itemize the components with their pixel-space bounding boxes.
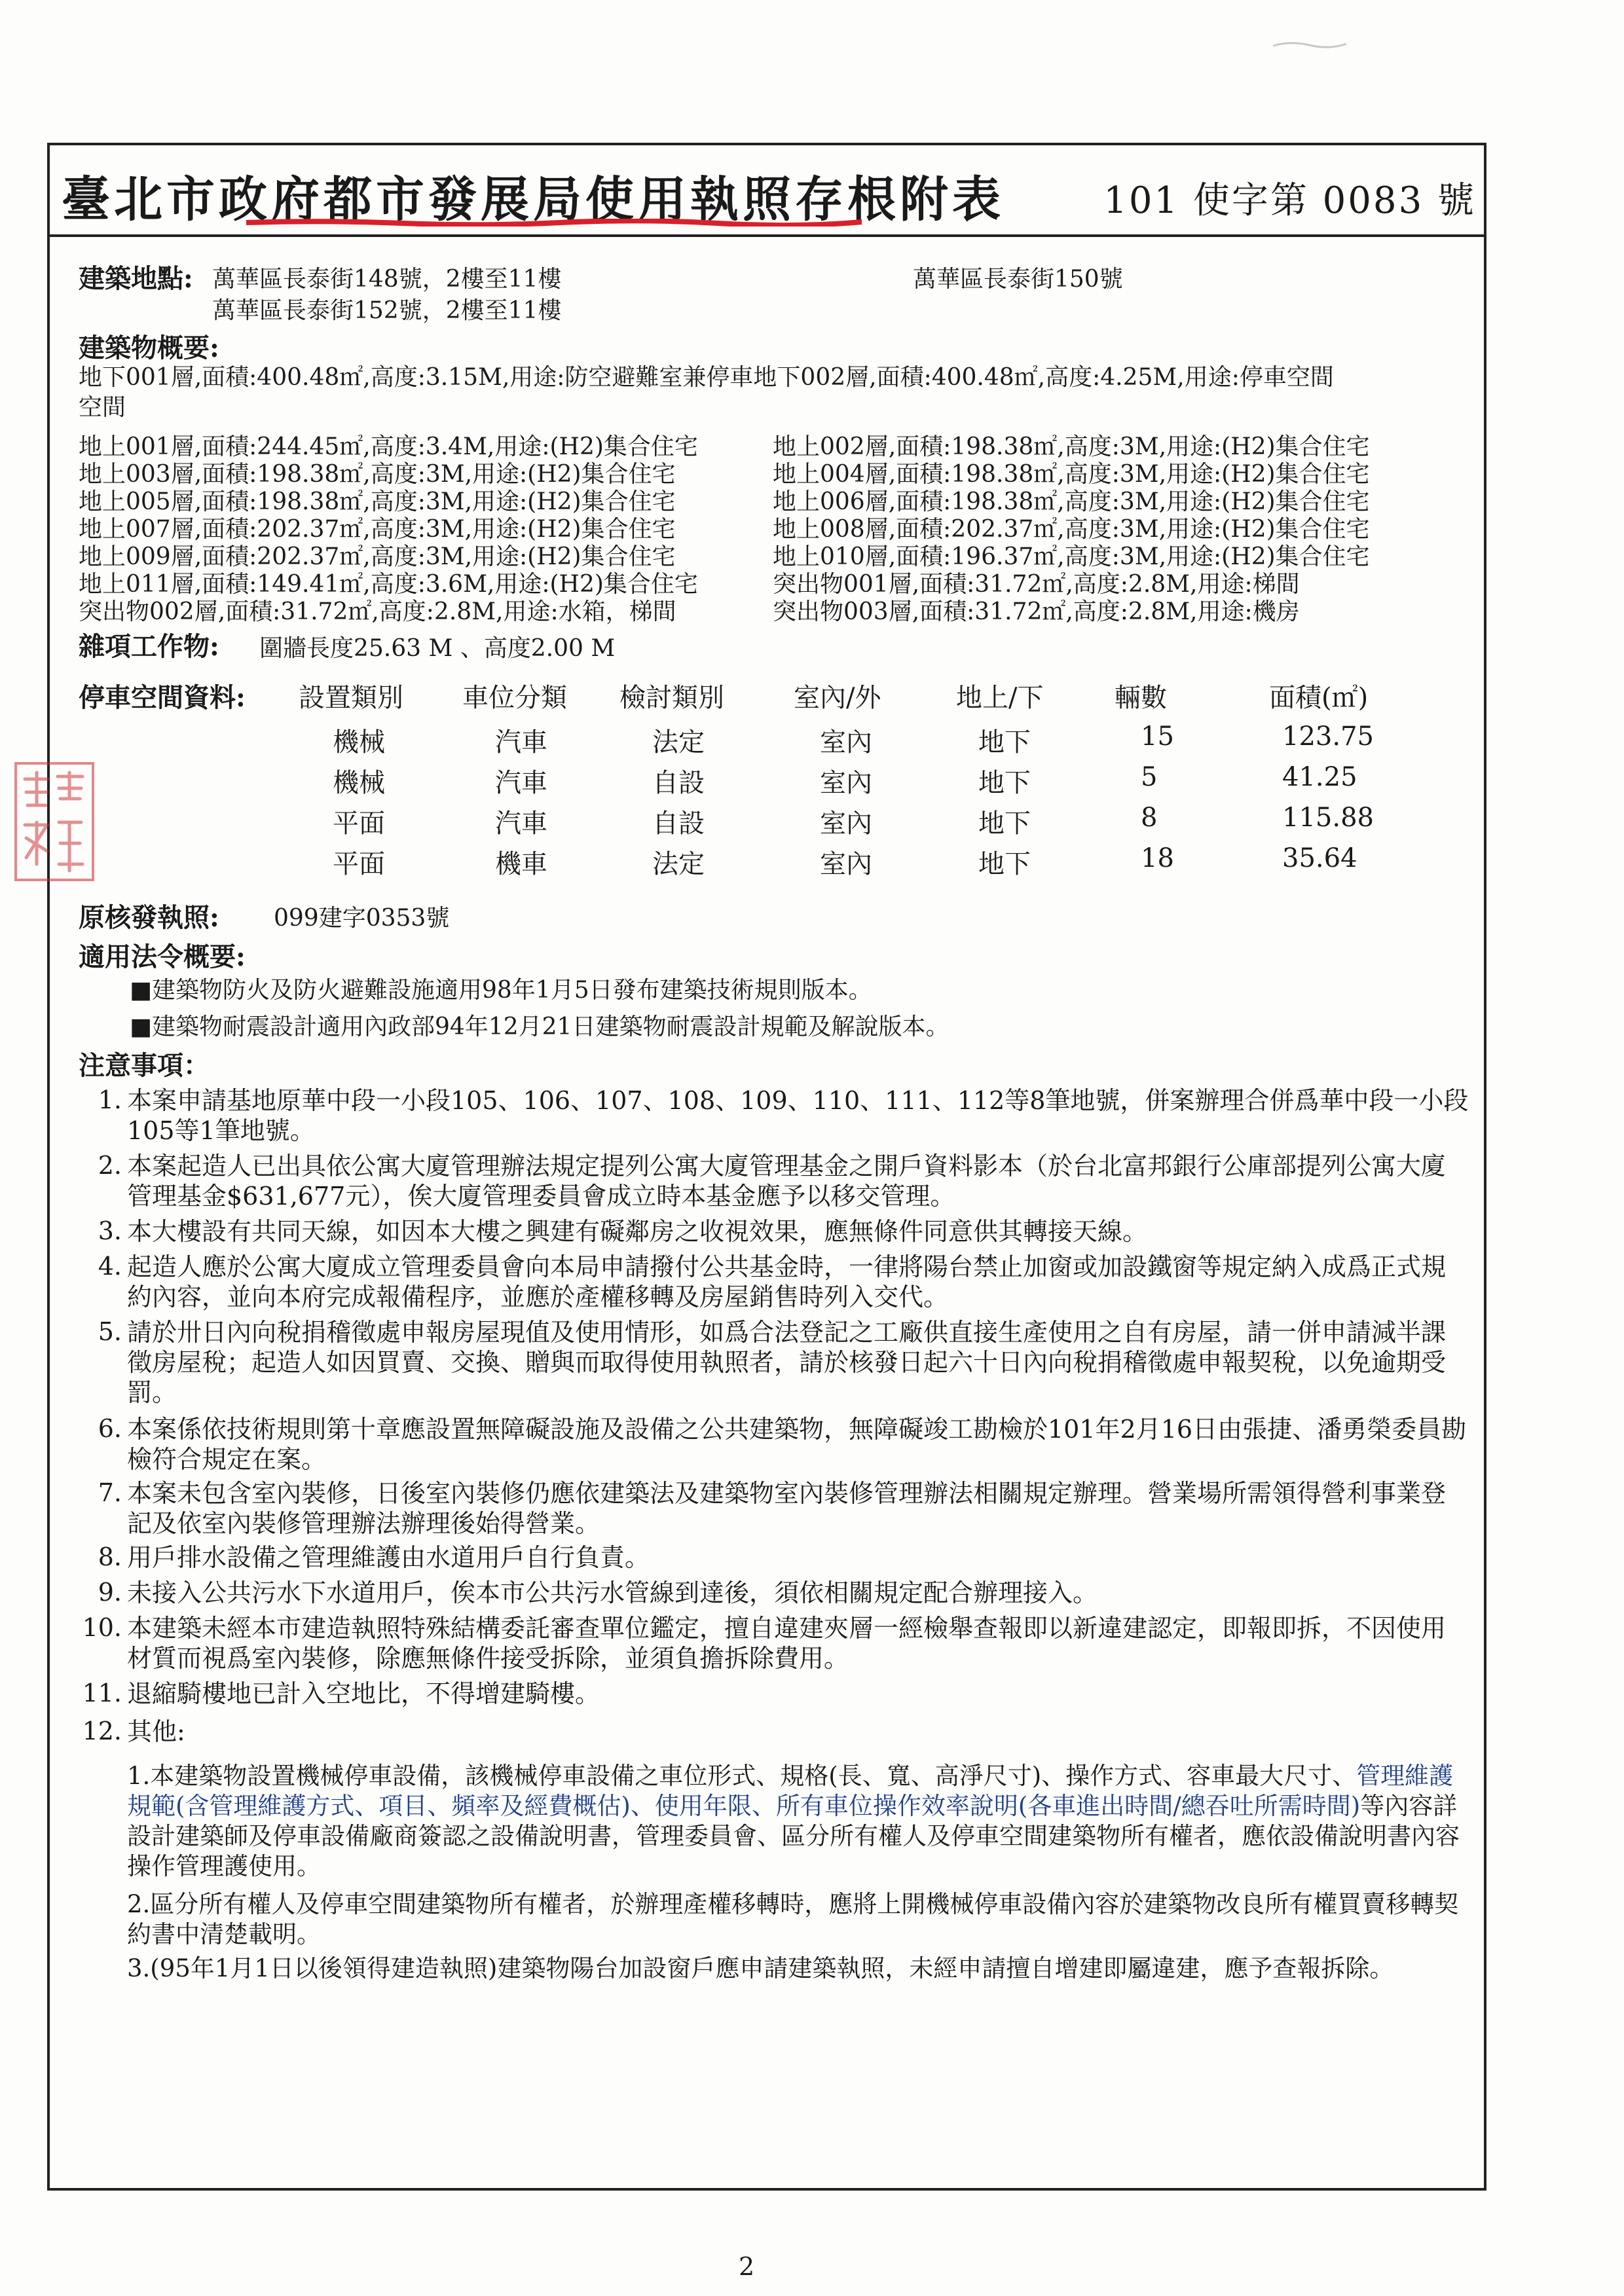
floor-right: 突出物001層,面積:31.72㎡,高度:2.8M,用途:梯間: [773, 571, 1300, 598]
sub-item: [127, 1954, 1476, 1984]
note-text: 起造人應於公寓大廈成立管理委員會向本局申請撥付公共基金時，一律將陽台禁止加窗或加設鐵窗等規定納入成爲正式規約內容，並向本府完成報備程序，並應於產權移轉及房屋銷售時列入交代。: [127, 1252, 1447, 1311]
red-seal-stamp: [12, 759, 97, 884]
parking-cell: 地下: [978, 768, 1031, 798]
sub-item: [127, 1889, 1476, 1950]
parking-cell: 15: [1141, 721, 1174, 752]
floor-right: 地上004層,面積:198.38㎡,高度:3M,用途:(H2)集合住宅: [773, 461, 1370, 488]
parking-cell: 35.64: [1282, 843, 1357, 873]
overview-basement-line-b: 空間: [79, 394, 126, 421]
parking-cell: 地下: [978, 727, 1031, 757]
note-text: 本案未包含室內裝修，日後室內裝修仍應依建築法及建築物室內裝修管理辦法相關規定辦理。營業場所需領得營利事業登記及依室內裝修管理辦法辦理後始得營業。: [127, 1479, 1447, 1538]
parking-cell: 41.25: [1282, 762, 1357, 792]
floor-left: 地上005層,面積:198.38㎡,高度:3M,用途:(H2)集合住宅: [79, 488, 676, 515]
note-text: 用戶排水設備之管理維護由水道用戶自行負責。: [127, 1543, 650, 1572]
floor-left: 突出物002層,面積:31.72㎡,高度:2.8M,用途:水箱，梯間: [79, 598, 676, 625]
note-number: 5.: [98, 1317, 122, 1346]
floor-left: 地上003層,面積:198.38㎡,高度:3M,用途:(H2)集合住宅: [79, 461, 676, 488]
floor-right: 地上010層,面積:196.37㎡,高度:3M,用途:(H2)集合住宅: [773, 543, 1370, 570]
note-number: 9.: [98, 1578, 122, 1607]
parking-label: 停車空間資料:: [79, 682, 246, 713]
header: [50, 145, 1484, 237]
note-number: 4.: [98, 1252, 122, 1281]
regulation-item: ■建築物耐震設計適用內政部94年12月21日建築物耐震設計規範及解說版本。: [130, 1013, 950, 1040]
note-text: 退縮騎樓地已計入空地比，不得增建騎樓。: [127, 1679, 600, 1708]
parking-cell: 5: [1141, 762, 1158, 792]
parking-cell: 汽車: [495, 768, 547, 798]
note-text: 本建築未經本市建造執照特殊結構委託審查單位鑑定，擅自違建夾層一經檢舉查報即以新違建認定，即報即拆，不因使用材質而視爲室內裝修，除應無條件接受拆除，並須負擔拆除費用。: [127, 1614, 1447, 1673]
sub-item-text: 1.本建築物設置機械停車設備，該機械停車設備之車位形式、規格(長、寬、高淨尺寸)、操作方式、容車最大尺寸、: [127, 1762, 1357, 1790]
note-number: 10.: [82, 1613, 122, 1642]
parking-cell: 123.75: [1282, 721, 1374, 752]
note-number: 8.: [98, 1542, 122, 1571]
sub-item: [127, 1761, 1476, 1882]
note-number: 2.: [98, 1151, 122, 1180]
parking-header: 設置類別: [299, 683, 403, 713]
parking-cell: 室內: [820, 809, 872, 839]
floor-left: 地上011層,面積:149.41㎡,高度:3.6M,用途:(H2)集合住宅: [79, 571, 698, 598]
floor-left: 地上007層,面積:202.37㎡,高度:3M,用途:(H2)集合住宅: [79, 516, 676, 543]
parking-cell: 機械: [333, 768, 385, 798]
parking-header: 輛數: [1115, 683, 1167, 713]
page-title: 臺北市政府都市發展局使用執照存根附表: [62, 172, 1005, 228]
overview-basement-line: 地下001層,面積:400.48㎡,高度:3.15M,用途:防空避難室兼停車地下002層,面積:400.48㎡,高度:4.25M,用途:停車空間: [79, 364, 1334, 391]
document-frame: [47, 143, 1486, 2191]
site-line-1: 萬華區長泰街148號，2樓至11樓: [212, 266, 562, 293]
site-line-2: 萬華區長泰街152號，2樓至11樓: [212, 297, 562, 324]
sub-item-text: 2.區分所有權人及停車空間建築物所有權者，於辦理產權移轉時，應將上開機械停車設備內容於建築物改良所有權買賣移轉契約書中清楚載明。: [127, 1890, 1459, 1948]
floor-right: 地上008層,面積:202.37㎡,高度:3M,用途:(H2)集合住宅: [773, 516, 1370, 543]
parking-cell: 18: [1141, 843, 1174, 873]
parking-cell: 自設: [652, 809, 705, 839]
original-license-label: 原核發執照:: [79, 902, 219, 933]
floor-left: 地上001層,面積:244.45㎡,高度:3.4M,用途:(H2)集合住宅: [79, 433, 698, 460]
notes-label: 注意事項：: [79, 1050, 210, 1081]
note-text: 未接入公共污水下水道用戶，俟本市公共污水管線到達後，須依相關規定配合辦理接入。: [127, 1578, 1098, 1607]
parking-cell: 汽車: [495, 727, 547, 757]
parking-cell: 室內: [820, 727, 872, 757]
parking-cell: 平面: [333, 849, 385, 879]
note-text: 請於卅日內向稅捐稽徵處申報房屋現值及使用情形，如爲合法登記之工廠供直接生產使用之自有房屋，請一併申請減半課徵房屋稅；起造人如因買賣、交換、贈與而取得使用執照者，請於核發日起六十日內向稅捐稽徵處申報契稅，以免逾期受罰。: [127, 1318, 1447, 1407]
note-number: 1.: [98, 1085, 122, 1114]
site-line-1b: 萬華區長泰街150號: [913, 266, 1123, 293]
sub-item-text: 等內容詳設計建築師及停車設備廠商簽認之設備說明書，管理委員會、區分所有權人及停車空間建築物所有權者，應依設備說明書內容操作管理護使用。: [127, 1792, 1460, 1880]
parking-cell: 法定: [652, 849, 705, 879]
parking-cell: 平面: [333, 809, 385, 839]
parking-cell: 115.88: [1282, 803, 1374, 833]
parking-cell: 地下: [978, 849, 1031, 879]
original-license-value: 099建字0353號: [274, 905, 450, 932]
floor-right: 突出物003層,面積:31.72㎡,高度:2.8M,用途:機房: [773, 598, 1300, 625]
note-text: 本案起造人已出具依公寓大廈管理辦法規定提列公寓大廈管理基金之開戶資料影本（於台北富邦銀行公庫部提列公寓大廈管理基金$631,677元），俟大廈管理委員會成立時本基金應予以移交管理。: [127, 1152, 1447, 1211]
misc-label: 雜項工作物:: [79, 631, 219, 662]
parking-cell: 汽車: [495, 809, 547, 839]
note-number: 11.: [82, 1679, 122, 1707]
parking-header: 室內/外: [794, 683, 881, 713]
parking-cell: 自設: [652, 768, 705, 798]
note-number: 12.: [82, 1717, 122, 1745]
note-text: 本案係依技術規則第十章應設置無障礙設施及設備之公共建築物，無障礙竣工勘檢於101年2月16日由張捷、潘勇榮委員勘檢符合規定在案。: [127, 1415, 1467, 1474]
parking-cell: 室內: [820, 768, 872, 798]
license-number: 101 使字第 0083 號: [1103, 179, 1476, 222]
note-text: 其他:: [127, 1717, 185, 1746]
parking-header: 車位分類: [462, 683, 567, 713]
floor-right: 地上006層,面積:198.38㎡,高度:3M,用途:(H2)集合住宅: [773, 488, 1370, 515]
regulations-label: 適用法令概要:: [79, 941, 246, 972]
sub-item-text: 3.(95年1月1日以後領得建造執照)建築物陽台加設窗戶應申請建築執照，未經申請擅自增建即屬違建，應予查報拆除。: [127, 1954, 1394, 1982]
floor-right: 地上002層,面積:198.38㎡,高度:3M,用途:(H2)集合住宅: [773, 433, 1370, 460]
regulation-item: ■建築物防火及防火避難設施適用98年1月5日發布建築技術規則版本。: [130, 977, 872, 1004]
red-highlight-mark: [246, 219, 862, 227]
parking-header: 面積(㎡): [1269, 683, 1369, 713]
note-number: 7.: [98, 1478, 122, 1507]
parking-cell: 室內: [820, 849, 872, 879]
scan-mark: [1270, 39, 1349, 50]
note-text: 本案申請基地原華中段一小段105、106、107、108、109、110、111、112等8筆地號，併案辦理合併爲華中段一小段105等1筆地號。: [127, 1086, 1469, 1145]
note-number: 3.: [98, 1216, 122, 1245]
note-text: 本大樓設有共同天線，如因本大樓之興建有礙鄰房之收視效果，應無條件同意供其轉接天線。: [127, 1217, 1148, 1246]
overview-label: 建築物概要:: [79, 333, 219, 363]
parking-cell: 8: [1141, 803, 1158, 833]
note-number: 6.: [98, 1414, 122, 1443]
parking-cell: 機車: [495, 849, 547, 879]
parking-header: 檢討類別: [619, 683, 724, 713]
parking-cell: 法定: [652, 727, 705, 757]
parking-header: 地上/下: [956, 683, 1044, 713]
parking-cell: 地下: [978, 809, 1031, 839]
page-number: 2: [739, 2252, 755, 2281]
misc-value: 圍牆長度25.63 M 、高度2.00 M: [259, 635, 616, 662]
site-label: 建築地點:: [79, 263, 193, 294]
floor-left: 地上009層,面積:202.37㎡,高度:3M,用途:(H2)集合住宅: [79, 543, 676, 570]
sub-item-text-blue: 管理維護規範(含管理維護方式、項目、頻率及經費概估)、使用年限、所有車位操作效率說明(各車進出時間/總吞吐所需時間): [127, 1762, 1454, 1820]
parking-cell: 機械: [333, 727, 385, 757]
